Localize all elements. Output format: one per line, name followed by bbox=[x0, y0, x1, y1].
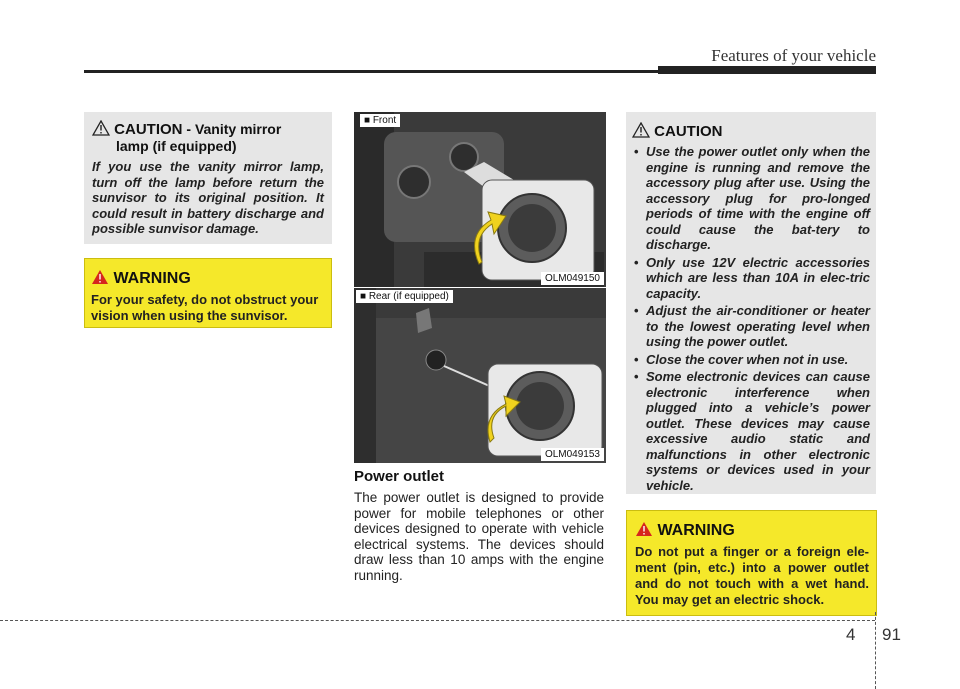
warning-box-electric-shock bbox=[626, 510, 877, 616]
warning-box-sunvisor bbox=[84, 258, 332, 328]
photo-front-code: OLM049150 bbox=[541, 272, 604, 285]
caution-box-power-outlet bbox=[626, 112, 876, 494]
caution-title: CAUTION bbox=[654, 123, 723, 140]
warning-heading bbox=[91, 269, 327, 288]
warning-title: WARNING bbox=[657, 522, 735, 539]
caution-item: • Only use 12V electric accessories which are less than 10A in elec-tric capacity. bbox=[632, 255, 870, 302]
header-rule bbox=[84, 70, 658, 73]
caution-item: • Adjust the air-conditioner or heater to the lowest operating level when using the power outlet. bbox=[632, 303, 870, 350]
power-outlet-body: The power outlet is designed to provide power for mobile telephones or other devices designed to operate with vehicle electrical systems. The devices should draw less than 10 amps with the engine running. bbox=[354, 490, 604, 583]
front-outlet-illustration bbox=[354, 112, 606, 287]
caution-subtitle-line2: lamp (if equipped) bbox=[116, 138, 237, 154]
warning-title: WARNING bbox=[113, 270, 191, 287]
rear-outlet-illustration bbox=[354, 288, 606, 463]
photo-front-label: ■ Front bbox=[360, 114, 400, 127]
caution-heading bbox=[92, 120, 324, 138]
header-bar bbox=[658, 66, 876, 74]
caution-item: • Use the power outlet only when the engine is running and remove the accessory plug after use. Using the accessory plug for pro-longed periods of time with the engine off could cause the bat-tery to discharge. bbox=[632, 144, 870, 253]
caution-triangle-icon bbox=[632, 122, 650, 138]
caution-heading bbox=[632, 122, 870, 140]
caution-subtitle: - Vanity mirror bbox=[182, 121, 282, 137]
footer-rule bbox=[0, 620, 875, 621]
photo-rear-label: ■ Rear (if equipped) bbox=[356, 290, 453, 303]
warning-heading bbox=[635, 521, 869, 540]
caution-box-vanity-mirror bbox=[84, 112, 332, 244]
caution-list bbox=[632, 144, 870, 493]
warning-body: Do not put a finger or a foreign ele-ment (pin, etc.) into a power outlet and do not touch with a wet hand. You may get an electric shock. bbox=[635, 544, 869, 607]
caution-item: • Some electronic devices can cause electronic interference when plugged into a vehicle’s power outlet. These devices may cause excessive audio static and malfunctions in other electronic systems or devices used in your vehicle. bbox=[632, 369, 870, 493]
photo-rear-code: OLM049153 bbox=[541, 448, 604, 461]
photo-front-power-outlet bbox=[354, 112, 606, 287]
chapter-number: 4 bbox=[846, 625, 856, 644]
caution-title: CAUTION bbox=[114, 121, 183, 138]
caution-item: • Close the cover when not in use. bbox=[632, 352, 870, 368]
warning-body: For your safety, do not obstruct your vision when using the sunvisor. bbox=[91, 292, 319, 323]
caution-body: If you use the vanity mirror lamp, turn off the lamp before return the sunvisor to its original position. It could result in battery discharge and possible sunvisor damage. bbox=[92, 159, 324, 236]
power-outlet-heading: Power outlet bbox=[354, 468, 445, 485]
page-number: 91 bbox=[882, 625, 901, 644]
caution-triangle-icon bbox=[92, 120, 110, 136]
section-title: Features of your vehicle bbox=[711, 46, 876, 65]
footer-divider bbox=[875, 612, 876, 689]
warning-triangle-icon bbox=[91, 269, 109, 285]
photo-rear-power-outlet bbox=[354, 288, 606, 463]
warning-triangle-icon bbox=[635, 521, 653, 537]
